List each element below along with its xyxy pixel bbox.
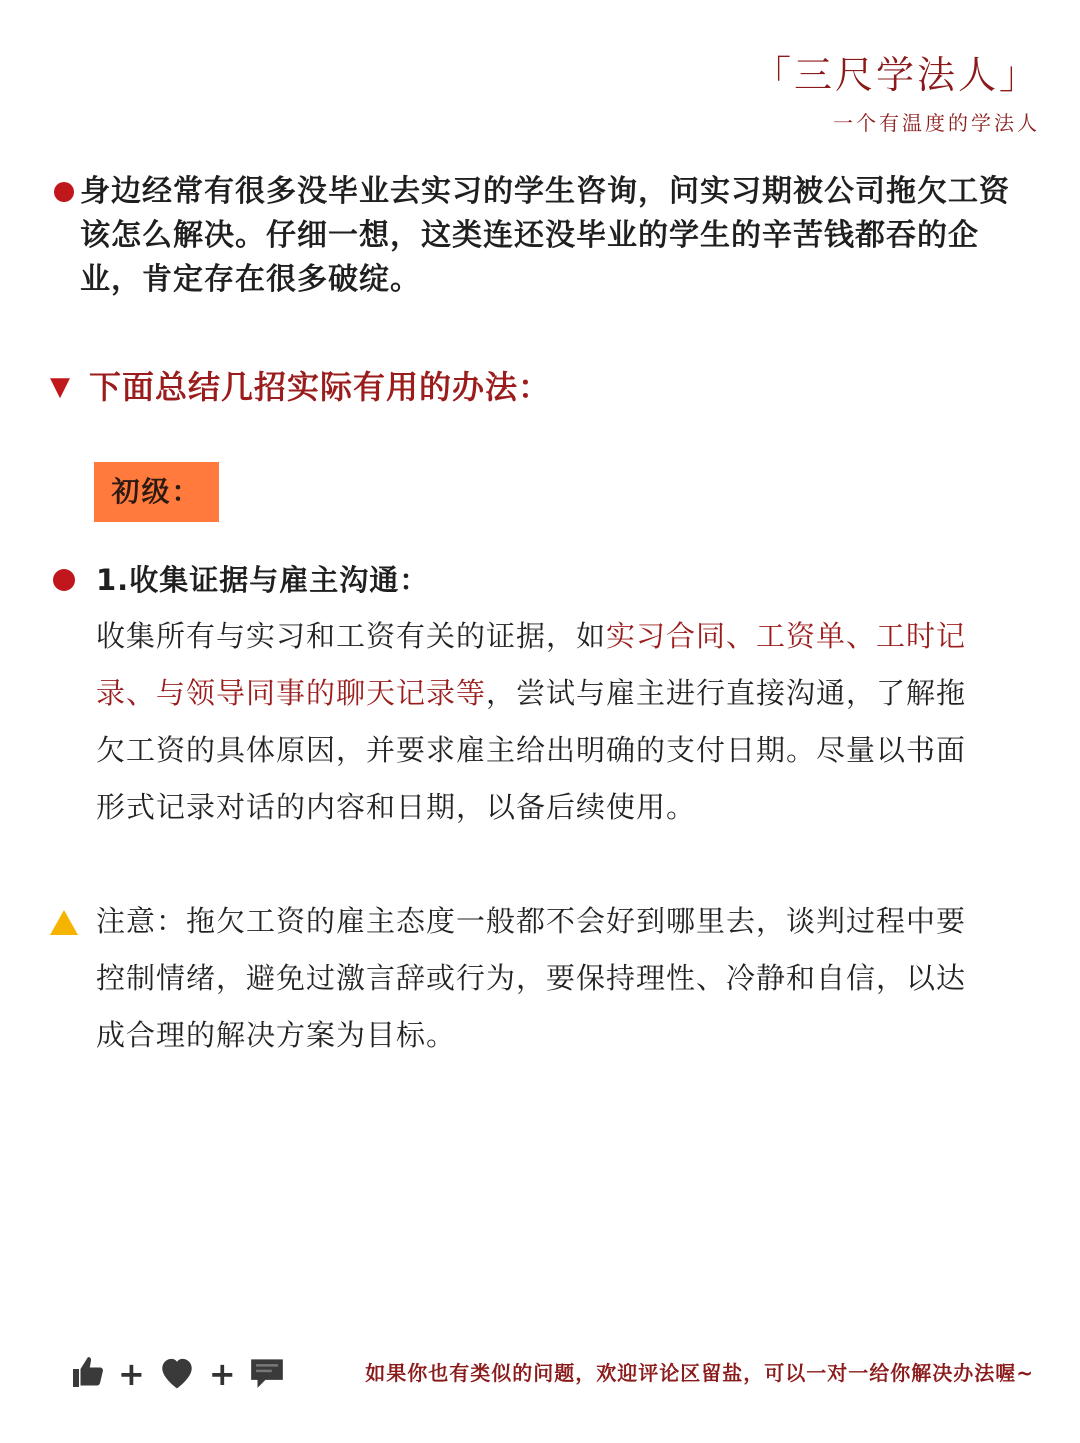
step-body-highlight: 实习合同、工资单、工时记录、与领导同事的聊天记录等 [96,619,967,710]
brand-subtitle: 一个有温度的学法人 [833,111,1040,135]
step-body-part1: 收集所有与实习和工资有关的证据，如 [96,619,607,653]
footer-text: 如果你也有类似的问题，欢迎评论区留盐，可以一对一给你解决办法喔~ [365,1361,1034,1385]
plus-sign: + [208,1355,236,1393]
footer-actions [70,1352,286,1396]
comment-icon[interactable] [248,1354,286,1394]
plus-sign: + [118,1355,145,1393]
thumbs-up-icon[interactable] [70,1354,106,1394]
brand-title: 「三尺学法人」 [752,53,1040,97]
step-title: 1.收集证据与雇主沟通： [96,563,430,597]
bullet-dot-icon [54,182,74,202]
section-heading [50,362,551,412]
level-tag: 初级： [94,462,219,522]
intro-text: 身边经常有很多没毕业去实习的学生咨询，问实习期被公司拖欠工资该怎么解决。仔细一想，这类连还没毕业的学生的辛苦钱都吞的企业，肯定存在很多破绽。 [80,174,1010,297]
heart-icon[interactable] [157,1354,197,1394]
bullet-dot-icon [53,569,75,591]
step-body-part2: ，尝试与雇主进行直接沟通，了解拖欠工资的具体原因，并要求雇主给出明确的支付日期。尽量以书面形式记录对话的内容和日期，以备后续使用。 [96,676,967,824]
triangle-down-icon: ▼ [50,372,71,402]
warning-triangle-icon [50,910,78,935]
brand-header [753,50,1040,136]
step-body [96,608,976,836]
section-heading-text: 下面总结几招实际有用的办法： [89,368,552,406]
warning-text: 注意：拖欠工资的雇主态度一般都不会好到哪里去，谈判过程中要控制情绪，避免过激言辞或行为，要保持理性、冷静和自信，以达成合理的解决方案为目标。 [96,904,967,1052]
